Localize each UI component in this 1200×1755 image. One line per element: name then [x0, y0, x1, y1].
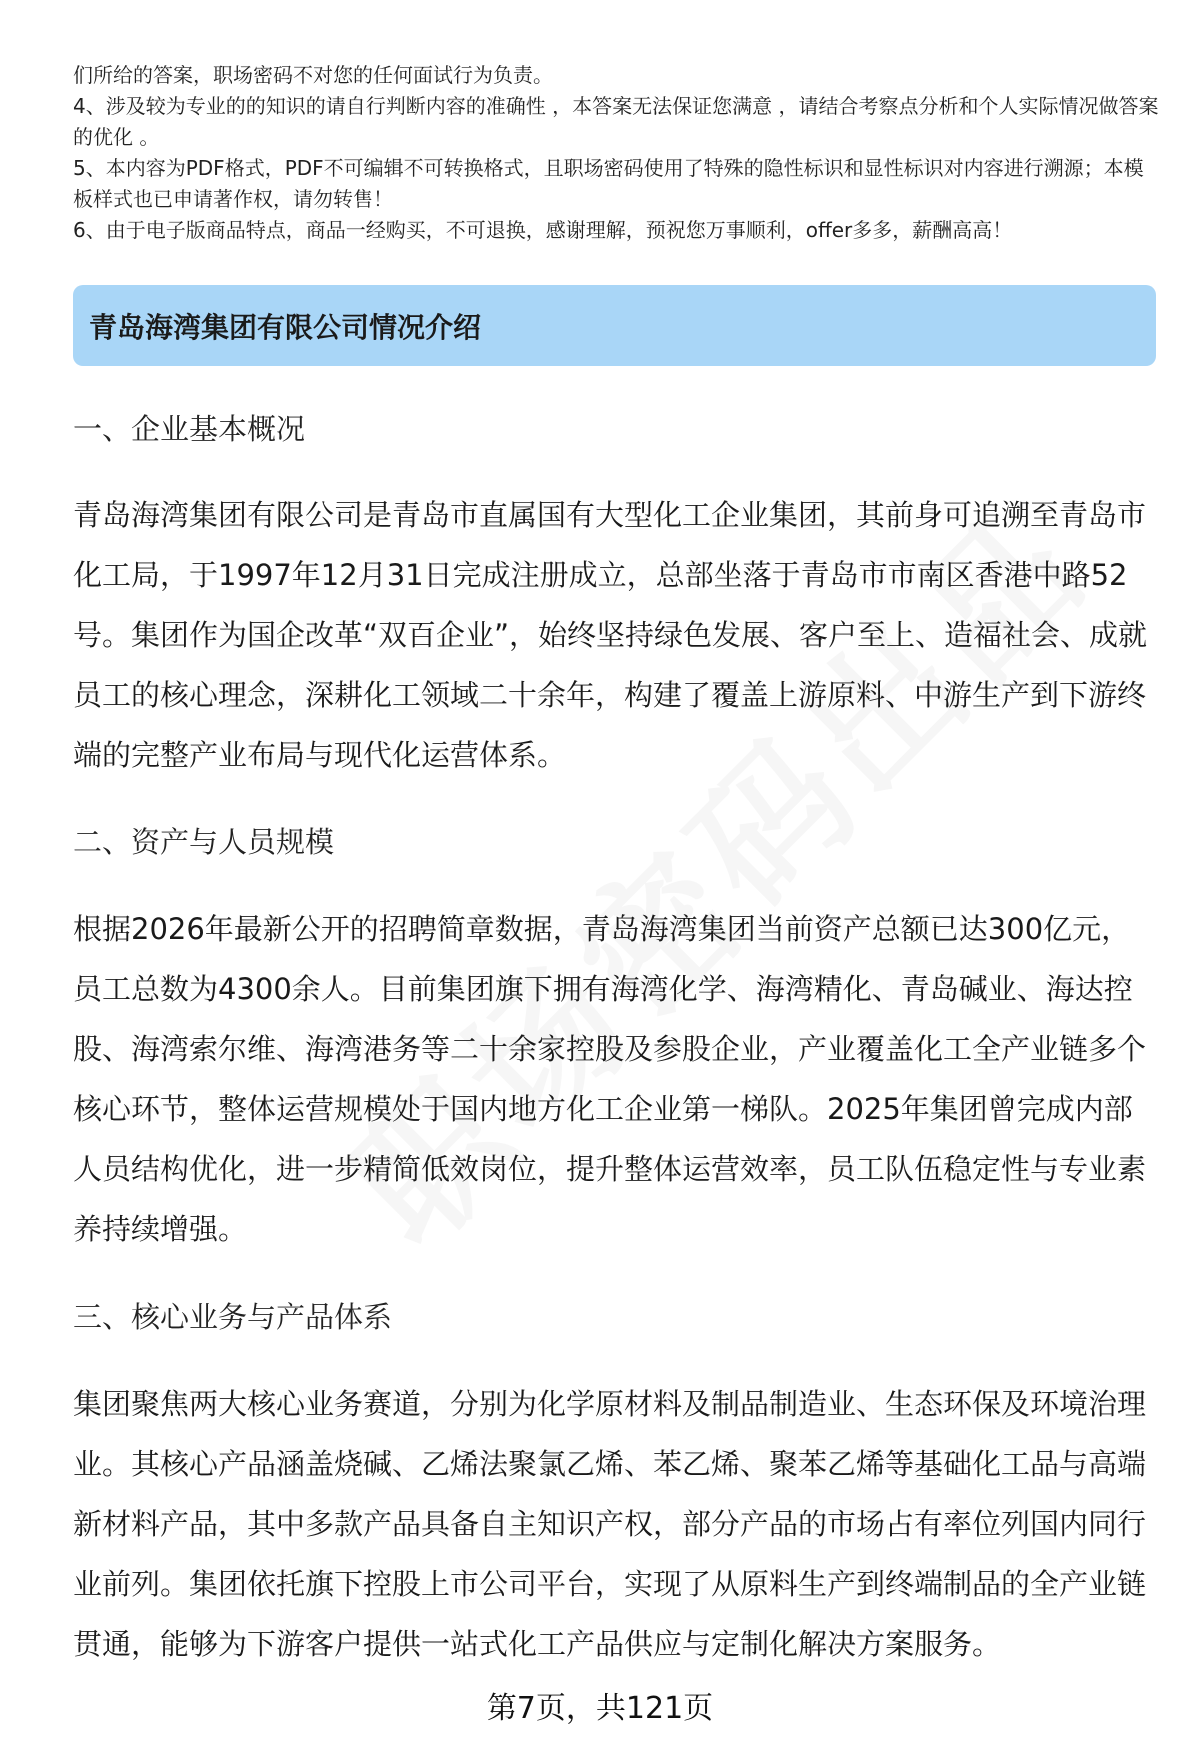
banner-title: 青岛海湾集团有限公司情况介绍: [89, 310, 482, 344]
note-line: 们所给的答案，职场密码不对您的任何面试行为负责。: [73, 63, 553, 87]
disclaimer-notes: [73, 60, 1163, 246]
section-paragraph-business: 集团聚焦两大核心业务赛道，分别为化学原材料及制品制造业、生态环保及环境治理业。其核心产品涵盖烧碱、乙烯法聚氯乙烯、苯乙烯、聚苯乙烯等基础化工品与高端新材料产品，其中多款产品具备自主知识产权，部分产品的市场占有率位列国内同行业前列。集团依托旗下控股上市公司平台，实现了从原料生产到终端制品的全产业链贯通，能够为下游客户提供一站式化工产品供应与定制化解决方案服务。: [73, 1387, 1147, 1661]
section-banner: [73, 285, 1156, 366]
section-heading-business: 三、核心业务与产品体系: [73, 1300, 393, 1334]
page-number: 第7页，共121页: [486, 1691, 714, 1726]
note-line: 5、本内容为PDF格式，PDF不可编辑不可转换格式，且职场密码使用了特殊的隐性标识和显性标识对内容进行溯源；本模板样式也已申请著作权，请勿转售！: [73, 156, 1144, 211]
section-paragraph-scale: 根据2026年最新公开的招聘简章数据，青岛海湾集团当前资产总额已达300亿元，员工总数为4300余人。目前集团旗下拥有海湾化学、海湾精化、青岛碱业、海达控股、海湾索尔维、海湾港务等二十余家控股及参股企业，产业覆盖化工全产业链多个核心环节，整体运营规模处于国内地方化工企业第一梯队。2025年集团曾完成内部人员结构优化，进一步精简低效岗位，提升整体运营效率，员工队伍稳定性与专业素养持续增强。: [73, 912, 1147, 1246]
note-line: 6、由于电子版商品特点，商品一经购买，不可退换，感谢理解，预祝您万事顺利，offer多多，薪酬高高！: [73, 218, 1013, 242]
section-paragraph-overview: 青岛海湾集团有限公司是青岛市直属国有大型化工企业集团，其前身可追溯至青岛市化工局，于1997年12月31日完成注册成立，总部坐落于青岛市市南区香港中路52号。集团作为国企改革“双百企业”，始终坚持绿色发展、客户至上、造福社会、成就员工的核心理念，深耕化工领域二十余年，构建了覆盖上游原料、中游生产到下游终端的完整产业布局与现代化运营体系。: [73, 498, 1148, 772]
note-line: 4、涉及较为专业的的知识的请自行判断内容的准确性 ，本答案无法保证您满意 ，请结合考察点分析和个人实际情况做答案的优化 。: [73, 94, 1159, 149]
section-heading-scale: 二、资产与人员规模: [73, 825, 335, 859]
section-heading-overview: 一、企业基本概况: [73, 412, 306, 446]
